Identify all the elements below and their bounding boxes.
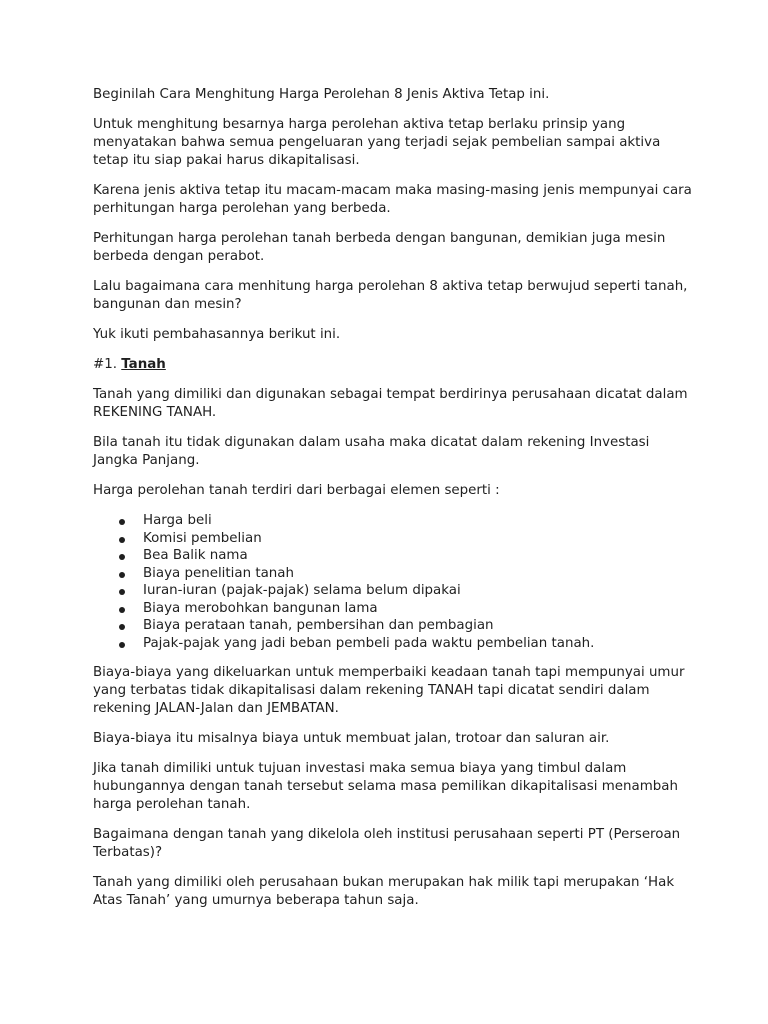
paragraph-investment-land: Jika tanah dimiliki untuk tujuan investasi maka semua biaya yang timbul dalam hubungannya dengan tanah tersebut selama masa pemilikan dikapitalisasi menambah harga perolehan tanah.: [93, 761, 678, 812]
paragraph-follow-discussion: Yuk ikuti pembahasannya berikut ini.: [93, 327, 341, 342]
list-item: Biaya perataan tanah, pembersihan dan pembagian: [143, 617, 693, 635]
paragraph-pt-question: Bagaimana dengan tanah yang dikelola oleh institusi perusahaan seperti PT (Perseroan Terbatas)?: [93, 827, 681, 860]
paragraph-cost-examples: Biaya-biaya itu misalnya biaya untuk membuat jalan, trotoar dan saluran air.: [93, 731, 610, 746]
paragraph-long-term-investment: Bila tanah itu tidak digunakan dalam usaha maka dicatat dalam rekening Investasi Jangka Panjang.: [93, 435, 650, 468]
list-item: Biaya penelitian tanah: [143, 565, 693, 583]
section-number: #1.: [93, 357, 117, 372]
list-item: Harga beli: [143, 512, 693, 530]
paragraph-land-rights: Tanah yang dimiliki oleh perusahaan bukan merupakan hak milik tapi merupakan ‘Hak Atas Tanah’ yang umurnya beberapa tahun saja.: [93, 875, 675, 908]
document-page: [93, 82, 693, 922]
section-title: Tanah: [121, 357, 166, 372]
paragraph-improvement-costs: Biaya-biaya yang dikeluarkan untuk memperbaiki keadaan tanah tapi mempunyai umur yang terbatas tidak dikapitalisasi dalam rekening TANAH tapi dicatat sendiri dalam rekening JALAN-Jalan dan JEMBATAN.: [93, 665, 685, 716]
paragraph-question: Lalu bagaimana cara menhitung harga perolehan 8 aktiva tetap berwujud seperti tanah, bangunan dan mesin?: [93, 279, 688, 312]
list-item: Iuran-iuran (pajak-pajak) selama belum dipakai: [143, 582, 693, 600]
paragraph-land-account: Tanah yang dimiliki dan digunakan sebagai tempat berdirinya perusahaan dicatat dalam REKENING TANAH.: [93, 387, 688, 420]
paragraph-capitalization-principle: Untuk menghitung besarnya harga perolehan aktiva tetap berlaku prinsip yang menyatakan bahwa semua pengeluaran yang terjadi sejak pembelian sampai aktiva tetap itu siap pakai harus dikapitalisasi.: [93, 117, 661, 168]
list-item: Bea Balik nama: [143, 547, 693, 565]
intro-paragraph: Beginilah Cara Menghitung Harga Perolehan 8 Jenis Aktiva Tetap ini.: [93, 87, 550, 102]
list-item: Biaya merobohkan bangunan lama: [143, 600, 693, 618]
paragraph-asset-types: Karena jenis aktiva tetap itu macam-macam maka masing-masing jenis mempunyai cara perhitungan harga perolehan yang berbeda.: [93, 183, 692, 216]
list-item: Pajak-pajak yang jadi beban pembeli pada waktu pembelian tanah.: [143, 635, 693, 653]
section-heading-tanah: [93, 356, 693, 374]
paragraph-elements-intro: Harga perolehan tanah terdiri dari berbagai elemen seperti :: [93, 483, 500, 498]
cost-elements-list: [93, 512, 693, 652]
list-item: Komisi pembelian: [143, 530, 693, 548]
paragraph-calculation-differences: Perhitungan harga perolehan tanah berbeda dengan bangunan, demikian juga mesin berbeda dengan perabot.: [93, 231, 666, 264]
